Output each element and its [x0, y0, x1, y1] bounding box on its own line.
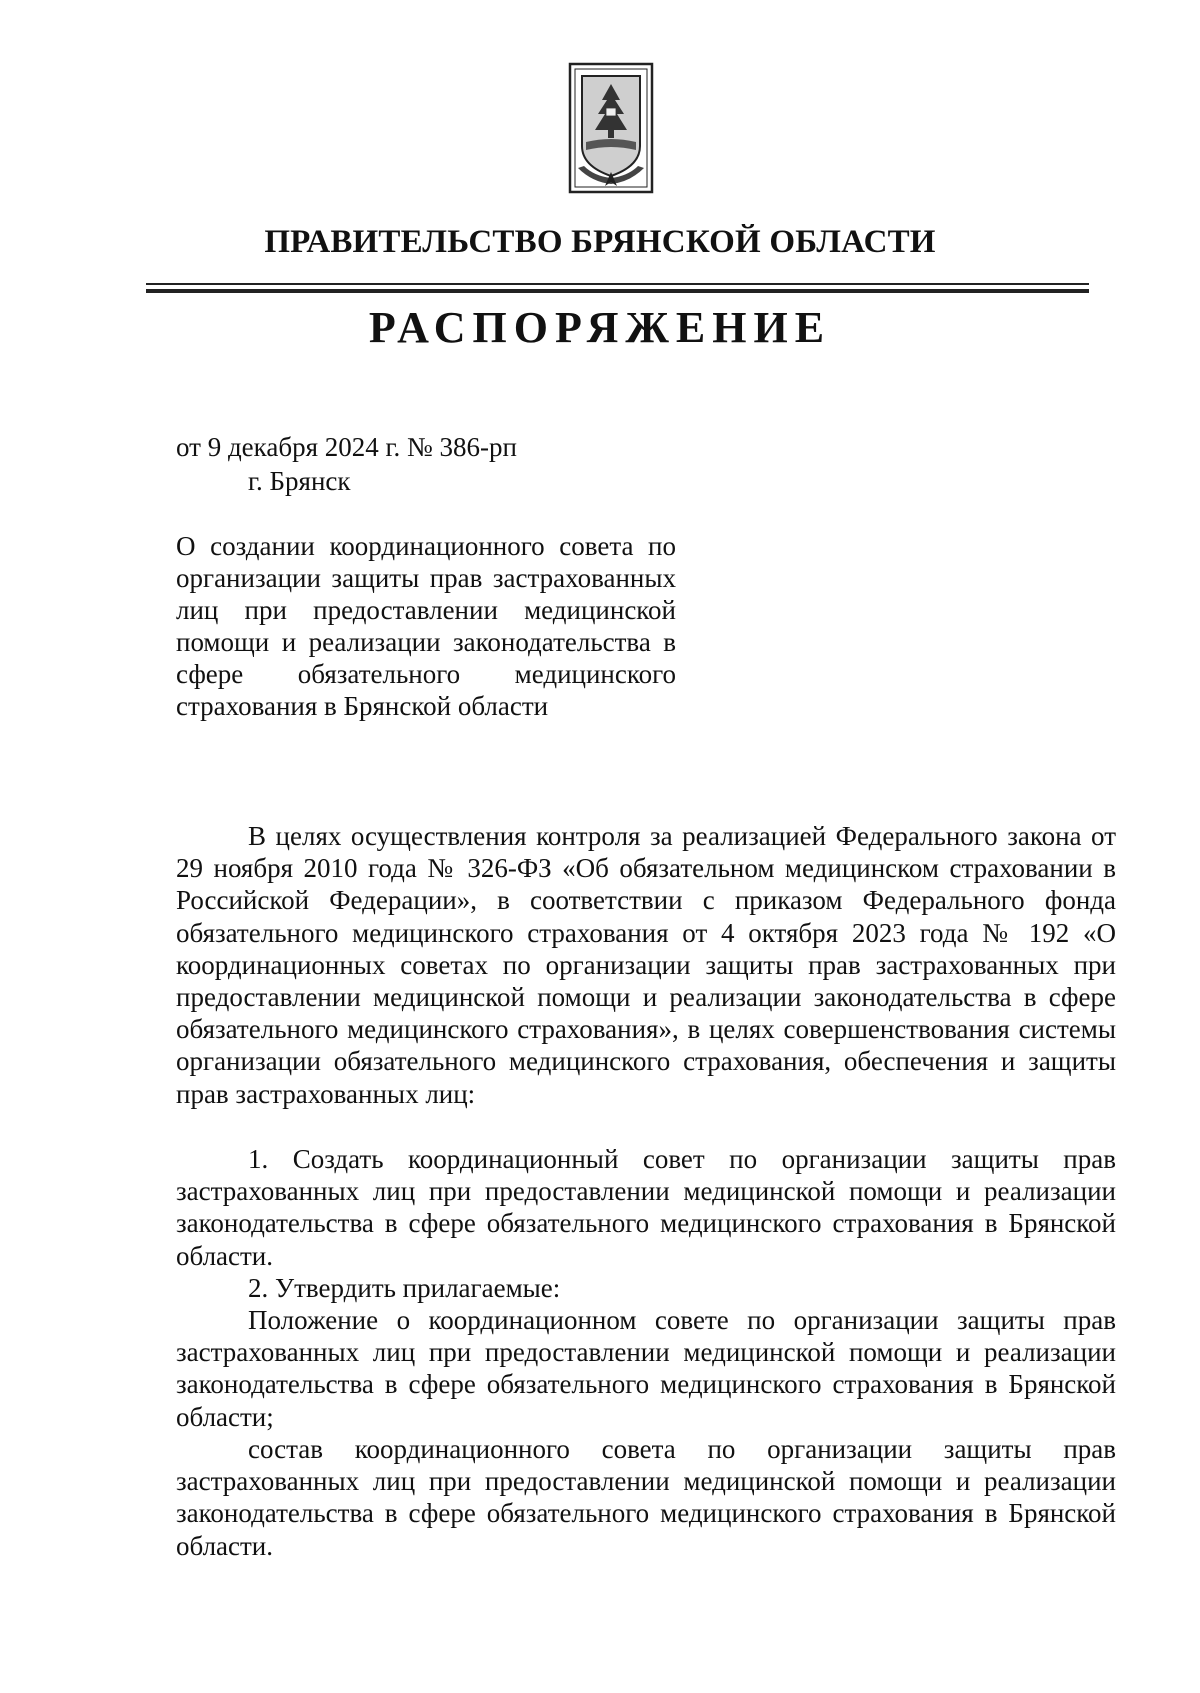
preamble-paragraph: В целях осуществления контроля за реализацией Федерального закона от 29 ноября 2010 года № 326-ФЗ «Об обязательном медицинском страховании в Российской Федерации», в соответствии с приказом Федерального фонда обязательного медицинского страхования от 4 октября 2023 года № 192 «О координационных советах по организации защиты прав застрахованных при предоставлении медицинской помощи и реализации законодательства в сфере обязательного медицинского страхования», в целях совершенствования системы организации обязательного медицинского страхования, обеспечения и защиты прав застрахованных лиц:	[176, 821, 1116, 1109]
header-divider-thick	[146, 289, 1089, 293]
document-subject: О создании координационного совета по организации защиты прав застрахованных лиц при предоставлении медицинской помощи и реализации законодательства в сфере обязательного медицинского страхования в Брянской области	[176, 531, 676, 721]
document-date-number: от 9 декабря 2024 г. № 386-рп	[176, 432, 517, 462]
coat-of-arms-icon	[568, 62, 654, 194]
header-divider-thin	[146, 283, 1089, 285]
item-1-paragraph: 1. Создать координационный совет по организации защиты прав застрахованных лиц при предоставлении медицинской помощи и реализации законодательства в сфере обязательного медицинского страхования в Брянской области.	[176, 1144, 1116, 1271]
government-name: ПРАВИТЕЛЬСТВО БРЯНСКОЙ ОБЛАСТИ	[264, 224, 936, 260]
document-type: РАСПОРЯЖЕНИЕ	[368, 303, 832, 352]
item-2-paragraph: 2. Утвердить прилагаемые:	[248, 1273, 561, 1303]
item-2-regulation-paragraph: Положение о координационном совете по организации защиты прав застрахованных лиц при предоставлении медицинской помощи и реализации законодательства в сфере обязательного медицинского страхования в Брянской области;	[176, 1305, 1116, 1432]
document-city: г. Брянск	[248, 466, 351, 496]
item-2-composition-paragraph: состав координационного совета по организации защиты прав застрахованных лиц при предоставлении медицинской помощи и реализации законодательства в сфере обязательного медицинского страхования в Брянской области.	[176, 1434, 1116, 1561]
